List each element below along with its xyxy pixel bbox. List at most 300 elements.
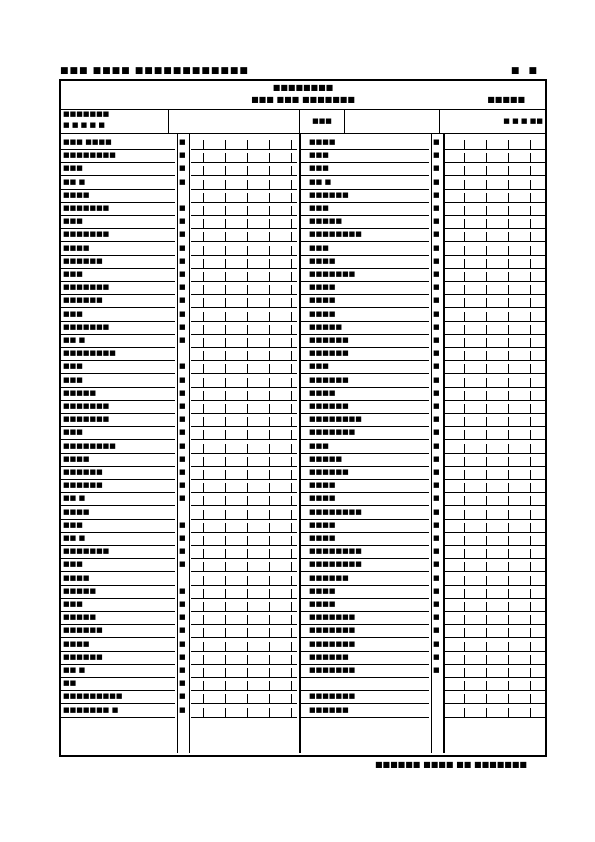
table-row xyxy=(61,414,545,427)
table-row xyxy=(61,441,545,454)
table-row xyxy=(61,163,545,176)
report-form xyxy=(59,79,547,757)
tick-mark xyxy=(464,668,465,677)
tick-mark xyxy=(247,430,248,439)
tick-mark xyxy=(508,470,509,479)
tick-mark xyxy=(486,404,487,413)
tick-mark xyxy=(269,272,270,281)
tick-mark xyxy=(508,668,509,677)
subheader-cell-d: ■ ■ ■ ■■ xyxy=(439,109,549,133)
tick-mark xyxy=(486,206,487,215)
tick-mark xyxy=(486,444,487,453)
row-rule xyxy=(445,717,545,718)
tick-mark xyxy=(530,298,531,307)
tick-mark xyxy=(291,325,292,334)
tick-mark xyxy=(203,681,204,690)
tick-mark xyxy=(247,536,248,545)
row-right-code: ■ xyxy=(433,362,440,371)
tick-mark xyxy=(464,444,465,453)
row-left-label: ■■■■■ xyxy=(63,613,97,622)
row-left-label: ■■■■■■■ xyxy=(63,230,110,239)
tick-mark xyxy=(291,153,292,162)
table-row xyxy=(61,375,545,388)
row-right-label: ■■■■ xyxy=(309,388,336,397)
tick-mark xyxy=(530,510,531,519)
row-right-label: ■■■■■ xyxy=(309,322,343,331)
tick-mark xyxy=(247,140,248,149)
tick-mark xyxy=(247,708,248,717)
tick-mark xyxy=(203,523,204,532)
row-left-label: ■■■ xyxy=(63,217,83,226)
tick-mark xyxy=(291,708,292,717)
tick-mark xyxy=(291,312,292,321)
row-right-label: ■■■■■■ xyxy=(309,573,349,582)
document-top-line xyxy=(60,66,540,80)
row-left-code: ■ xyxy=(179,454,186,463)
tick-mark xyxy=(508,166,509,175)
tick-mark xyxy=(203,219,204,228)
row-left-code: ■ xyxy=(179,586,186,595)
tick-mark xyxy=(269,259,270,268)
row-right-code: ■ xyxy=(433,256,440,265)
row-right-label: ■■■ xyxy=(309,441,329,450)
row-left-label: ■■■ xyxy=(63,164,83,173)
tick-mark xyxy=(508,655,509,664)
tick-mark xyxy=(269,642,270,651)
tick-mark xyxy=(464,232,465,241)
row-right-code: ■ xyxy=(433,600,440,608)
tick-mark xyxy=(247,457,248,466)
tick-mark xyxy=(291,576,292,585)
table-row xyxy=(61,216,545,229)
tick-mark xyxy=(269,523,270,532)
tick-mark xyxy=(269,681,270,690)
tick-mark xyxy=(269,232,270,241)
tick-mark xyxy=(269,549,270,558)
table-row xyxy=(61,243,545,256)
tick-mark xyxy=(486,391,487,400)
tick-mark xyxy=(269,444,270,453)
tick-mark xyxy=(508,312,509,321)
row-left-label: ■■■■■■ xyxy=(63,481,103,490)
tick-mark xyxy=(225,404,226,413)
table-row xyxy=(61,573,545,586)
row-left-label: ■■■■■■■ xyxy=(63,402,110,410)
row-left-code: ■ xyxy=(179,336,186,344)
tick-mark xyxy=(464,166,465,175)
subheader-a-line1: ■■■■■■■ xyxy=(63,110,110,118)
row-right-label: ■■ ■ xyxy=(309,177,332,186)
row-right-code: ■ xyxy=(433,441,440,450)
row-right-code: ■ xyxy=(433,652,440,661)
tick-mark xyxy=(225,166,226,175)
row-left-code: ■ xyxy=(179,296,186,305)
tick-mark xyxy=(291,206,292,215)
tick-mark xyxy=(464,628,465,637)
tick-mark xyxy=(203,153,204,162)
tick-mark xyxy=(269,655,270,664)
tick-mark xyxy=(225,681,226,690)
row-right-label: ■■■■■■ xyxy=(309,336,349,344)
row-left-label: ■■■■■■ xyxy=(63,296,103,305)
tick-mark xyxy=(247,681,248,690)
tick-mark xyxy=(247,246,248,255)
tick-mark xyxy=(291,694,292,703)
tick-mark xyxy=(247,259,248,268)
tick-mark xyxy=(530,391,531,400)
tick-mark xyxy=(247,364,248,373)
tick-mark xyxy=(269,417,270,426)
tick-mark xyxy=(291,562,292,571)
tick-mark xyxy=(530,153,531,162)
row-right-code: ■ xyxy=(433,639,440,648)
tick-mark xyxy=(486,615,487,624)
tick-mark xyxy=(247,589,248,598)
row-right-label: ■■■■ xyxy=(309,256,336,265)
tick-mark xyxy=(486,193,487,202)
tick-mark xyxy=(225,523,226,532)
tick-mark xyxy=(225,338,226,347)
tick-mark xyxy=(203,642,204,651)
tick-mark xyxy=(464,430,465,439)
tick-mark xyxy=(486,510,487,519)
tick-mark xyxy=(291,338,292,347)
tick-mark xyxy=(203,351,204,360)
tick-mark xyxy=(225,325,226,334)
row-right-code: ■ xyxy=(433,428,440,437)
tick-mark xyxy=(486,246,487,255)
row-left-label: ■■■ xyxy=(63,560,83,569)
footer-note: ■■■■■■ ■■■■ ■■ ■■■■■■■ xyxy=(375,760,527,769)
row-left-code: ■ xyxy=(179,217,186,226)
tick-mark xyxy=(203,708,204,717)
tick-mark xyxy=(486,166,487,175)
row-right-label: ■■■■■■■■ xyxy=(309,560,362,569)
row-left-code: ■ xyxy=(179,388,186,397)
row-left-code: ■ xyxy=(179,679,186,688)
tick-mark xyxy=(247,510,248,519)
tick-mark xyxy=(486,140,487,149)
tick-mark xyxy=(508,549,509,558)
tick-mark xyxy=(486,668,487,677)
document-code: ■■■ ■■■■ ■■■■■■■■■■■■ xyxy=(60,66,249,76)
row-left-code: ■ xyxy=(179,441,186,450)
tick-mark xyxy=(291,655,292,664)
row-left-code: ■ xyxy=(179,270,186,278)
tick-mark xyxy=(247,312,248,321)
tick-mark xyxy=(247,193,248,202)
tick-mark xyxy=(225,602,226,611)
row-left-label: ■■■■■■■ xyxy=(63,204,110,212)
tick-mark xyxy=(225,655,226,664)
tick-mark xyxy=(225,536,226,545)
tick-mark xyxy=(247,615,248,624)
row-left-code: ■ xyxy=(179,375,186,384)
form-title: ■■■■■■■■ xyxy=(272,83,334,92)
tick-mark xyxy=(269,378,270,387)
subheader-a-line2: ■ ■ ■ ■ ■ xyxy=(63,121,105,129)
tick-mark xyxy=(203,628,204,637)
tick-mark xyxy=(225,549,226,558)
row-left-code: ■ xyxy=(179,415,186,424)
row-left-label: ■■ ■ xyxy=(63,666,86,674)
row-right-code: ■ xyxy=(433,481,440,490)
tick-mark xyxy=(291,457,292,466)
tick-mark xyxy=(291,483,292,492)
tick-mark xyxy=(247,562,248,571)
tick-mark xyxy=(291,193,292,202)
tick-mark xyxy=(486,483,487,492)
table-row xyxy=(61,533,545,546)
row-right-label: ■■■■ xyxy=(309,481,336,490)
row-left-code: ■ xyxy=(179,164,186,173)
row-right-label: ■■■■ xyxy=(309,534,336,542)
row-left-label: ■■■■■■ xyxy=(63,652,103,661)
tick-mark xyxy=(247,668,248,677)
tick-mark xyxy=(225,483,226,492)
tick-mark xyxy=(530,562,531,571)
tick-mark xyxy=(203,694,204,703)
tick-mark xyxy=(269,219,270,228)
tick-mark xyxy=(291,444,292,453)
tick-mark xyxy=(225,193,226,202)
row-right-code: ■ xyxy=(433,415,440,424)
row-left-code: ■ xyxy=(179,428,186,437)
tick-mark xyxy=(486,694,487,703)
row-right-code: ■ xyxy=(433,494,440,503)
tick-mark xyxy=(508,259,509,268)
row-right-label: ■■■■■ xyxy=(309,454,343,463)
tick-mark xyxy=(486,470,487,479)
tick-mark xyxy=(291,536,292,545)
table-row xyxy=(61,309,545,322)
tick-mark xyxy=(486,496,487,505)
tick-mark xyxy=(291,589,292,598)
table-row xyxy=(61,559,545,572)
tick-mark xyxy=(247,285,248,294)
table-row xyxy=(61,480,545,493)
row-left-code: ■ xyxy=(179,692,186,701)
tick-mark xyxy=(508,694,509,703)
tick-mark xyxy=(486,589,487,598)
tick-mark xyxy=(203,140,204,149)
tick-mark xyxy=(508,364,509,373)
row-left-code: ■ xyxy=(179,468,186,476)
row-left-code: ■ xyxy=(179,520,186,529)
tick-mark xyxy=(269,206,270,215)
table-row xyxy=(61,665,545,678)
tick-mark xyxy=(486,562,487,571)
row-right-code: ■ xyxy=(433,349,440,358)
tick-mark xyxy=(203,536,204,545)
tick-mark xyxy=(247,576,248,585)
tick-mark xyxy=(464,417,465,426)
row-right-code: ■ xyxy=(433,283,440,292)
tick-mark xyxy=(508,496,509,505)
row-right-code: ■ xyxy=(433,666,440,674)
row-right-label: ■■■■■■■ xyxy=(309,613,356,622)
row-right-label: ■■■■ xyxy=(309,520,336,529)
table-row xyxy=(61,678,545,691)
tick-mark xyxy=(225,708,226,717)
tick-mark xyxy=(269,536,270,545)
subheader-cell-c: ■■■ xyxy=(299,109,345,133)
tick-mark xyxy=(530,523,531,532)
tick-mark xyxy=(247,483,248,492)
tick-mark xyxy=(225,694,226,703)
tick-mark xyxy=(464,206,465,215)
row-left-label: ■■■■ xyxy=(63,507,90,516)
table-row xyxy=(61,493,545,506)
tick-mark xyxy=(247,153,248,162)
row-rule xyxy=(191,717,297,718)
row-right-label: ■■■■ xyxy=(309,296,336,305)
row-right-code: ■ xyxy=(433,468,440,476)
tick-mark xyxy=(464,140,465,149)
tick-mark xyxy=(225,391,226,400)
tick-mark xyxy=(247,206,248,215)
tick-mark xyxy=(203,285,204,294)
column-divider xyxy=(443,133,445,753)
tick-mark xyxy=(291,166,292,175)
tick-mark xyxy=(486,549,487,558)
tick-mark xyxy=(464,153,465,162)
row-left-code: ■ xyxy=(179,177,186,186)
tick-mark xyxy=(203,259,204,268)
row-left-code: ■ xyxy=(179,204,186,212)
row-left-label: ■■■■■■■■ xyxy=(63,349,116,358)
tick-mark xyxy=(486,523,487,532)
table-row xyxy=(61,427,545,440)
tick-mark xyxy=(464,536,465,545)
tick-mark xyxy=(530,615,531,624)
tick-mark xyxy=(269,298,270,307)
tick-mark xyxy=(247,549,248,558)
tick-mark xyxy=(508,246,509,255)
tick-mark xyxy=(269,351,270,360)
row-left-code: ■ xyxy=(179,322,186,331)
tick-mark xyxy=(225,470,226,479)
row-right-label: ■■■■■■ xyxy=(309,468,349,476)
row-right-label: ■■■■■■ xyxy=(309,349,349,358)
tick-mark xyxy=(225,180,226,189)
tick-mark xyxy=(203,655,204,664)
tick-mark xyxy=(486,338,487,347)
tick-mark xyxy=(508,589,509,598)
tick-mark xyxy=(203,510,204,519)
tick-mark xyxy=(530,364,531,373)
tick-mark xyxy=(291,642,292,651)
row-left-label: ■■■ xyxy=(63,309,83,318)
row-left-label: ■■■■ xyxy=(63,454,90,463)
tick-mark xyxy=(486,325,487,334)
tick-mark xyxy=(225,457,226,466)
tick-mark xyxy=(203,589,204,598)
row-right-code: ■ xyxy=(433,270,440,278)
tick-mark xyxy=(225,589,226,598)
tick-mark xyxy=(247,404,248,413)
row-right-code: ■ xyxy=(433,217,440,226)
tick-mark xyxy=(486,272,487,281)
tick-mark xyxy=(291,523,292,532)
tick-mark xyxy=(530,193,531,202)
tick-mark xyxy=(269,140,270,149)
row-right-code: ■ xyxy=(433,626,440,635)
table-row xyxy=(61,150,545,163)
tick-mark xyxy=(291,232,292,241)
tick-mark xyxy=(464,694,465,703)
tick-mark xyxy=(508,444,509,453)
tick-mark xyxy=(291,180,292,189)
tick-mark xyxy=(225,298,226,307)
table-row xyxy=(61,295,545,308)
tick-mark xyxy=(464,483,465,492)
tick-mark xyxy=(269,430,270,439)
tick-mark xyxy=(225,206,226,215)
tick-mark xyxy=(203,457,204,466)
tick-mark xyxy=(486,628,487,637)
row-left-label: ■■ ■ xyxy=(63,534,86,542)
tick-mark xyxy=(291,470,292,479)
tick-mark xyxy=(530,285,531,294)
row-left-label: ■■■■ xyxy=(63,243,90,252)
tick-mark xyxy=(203,562,204,571)
tick-mark xyxy=(247,272,248,281)
tick-mark xyxy=(464,180,465,189)
tick-mark xyxy=(269,615,270,624)
tick-mark xyxy=(225,232,226,241)
tick-mark xyxy=(530,694,531,703)
tick-mark xyxy=(247,642,248,651)
table-row xyxy=(61,586,545,599)
row-rule xyxy=(301,717,429,718)
tick-mark xyxy=(225,417,226,426)
row-right-code: ■ xyxy=(433,243,440,252)
row-right-code: ■ xyxy=(433,151,440,160)
row-left-label: ■■■■■ xyxy=(63,388,97,397)
row-right-code: ■ xyxy=(433,388,440,397)
tick-mark xyxy=(269,312,270,321)
tick-mark xyxy=(291,259,292,268)
tick-mark xyxy=(508,523,509,532)
subheader-cell-a xyxy=(61,109,169,133)
tick-mark xyxy=(530,259,531,268)
tick-mark xyxy=(291,430,292,439)
row-right-label: ■■■■ xyxy=(309,600,336,608)
tick-mark xyxy=(203,193,204,202)
tick-mark xyxy=(247,325,248,334)
tick-mark xyxy=(464,615,465,624)
tick-mark xyxy=(464,285,465,294)
tick-mark xyxy=(225,219,226,228)
table-row xyxy=(61,348,545,361)
tick-mark xyxy=(464,602,465,611)
tick-mark xyxy=(486,219,487,228)
table-row xyxy=(61,652,545,665)
tick-mark xyxy=(269,193,270,202)
tick-mark xyxy=(269,404,270,413)
tick-mark xyxy=(269,602,270,611)
tick-mark xyxy=(225,364,226,373)
tick-mark xyxy=(225,285,226,294)
tick-mark xyxy=(530,457,531,466)
tick-mark xyxy=(530,681,531,690)
row-right-code: ■ xyxy=(433,573,440,582)
row-left-label: ■■■ xyxy=(63,362,83,371)
tick-mark xyxy=(203,338,204,347)
tick-mark xyxy=(530,496,531,505)
tick-mark xyxy=(530,576,531,585)
